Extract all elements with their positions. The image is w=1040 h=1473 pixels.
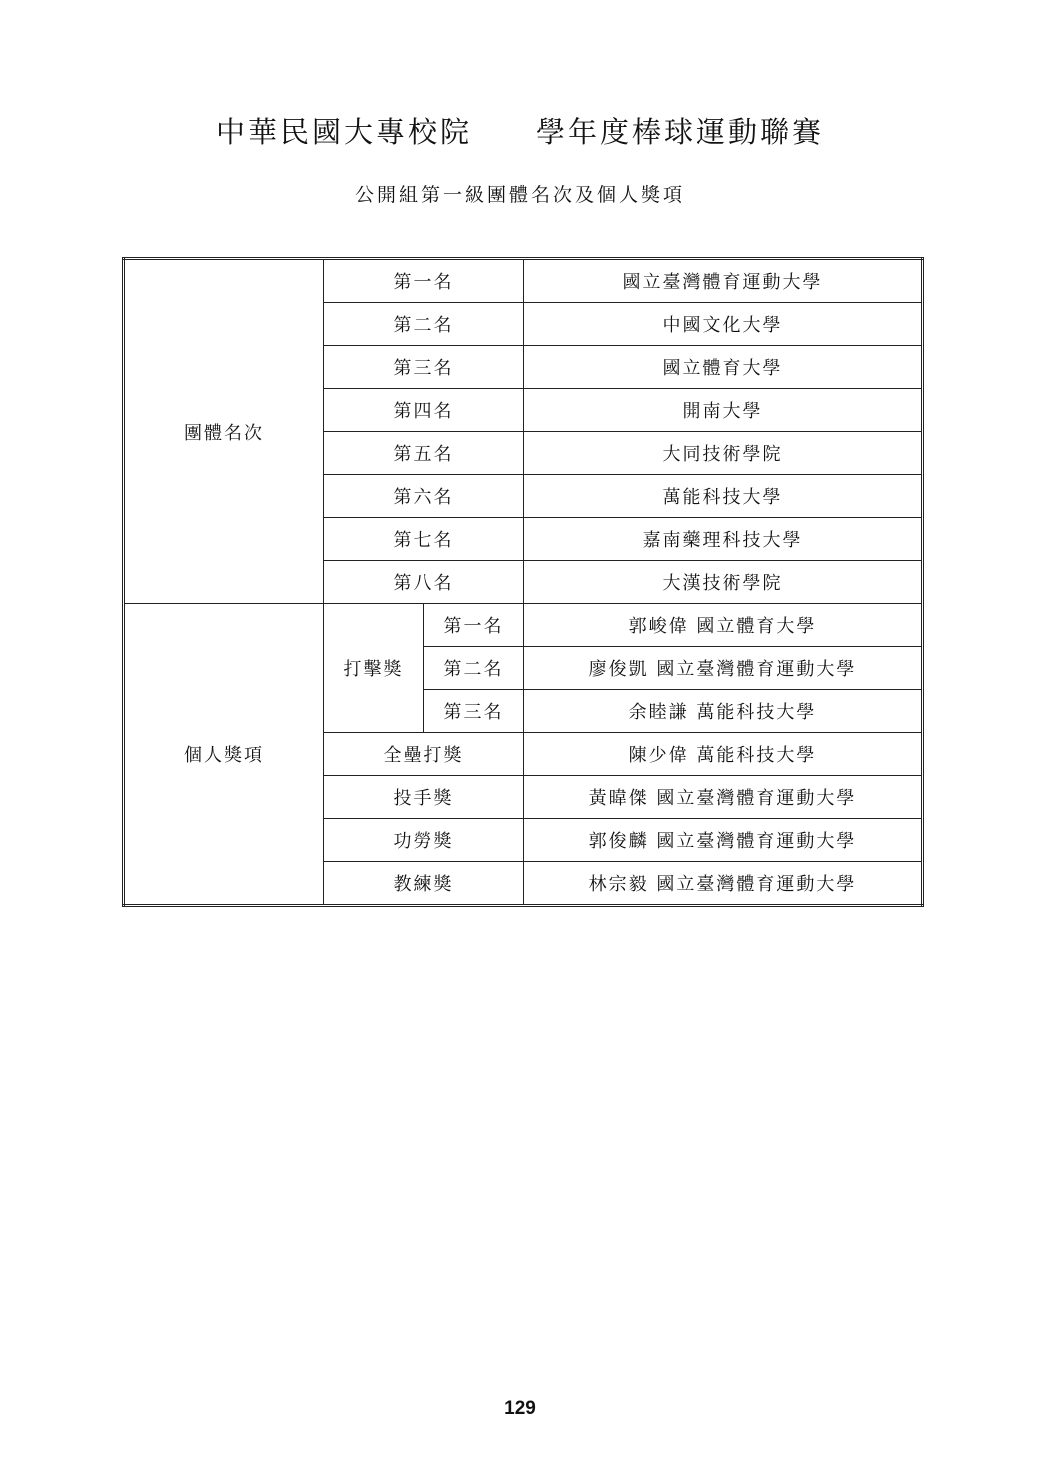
team-school: 嘉南藥理科技大學 — [524, 518, 923, 561]
team-school: 中國文化大學 — [524, 303, 923, 346]
batting-winner: 廖俊凱 國立臺灣體育運動大學 — [524, 647, 923, 690]
award-winner: 林宗毅 國立臺灣體育運動大學 — [524, 862, 923, 906]
document-title: 中華民國大專校院 學年度棒球運動聯賽 — [215, 115, 824, 149]
batting-award-label: 打擊獎 — [324, 604, 424, 733]
team-school: 國立臺灣體育運動大學 — [524, 259, 923, 303]
team-rank: 第六名 — [324, 475, 524, 518]
team-rank: 第三名 — [324, 346, 524, 389]
batting-rank: 第三名 — [424, 690, 524, 733]
team-rank: 第七名 — [324, 518, 524, 561]
team-school: 大同技術學院 — [524, 432, 923, 475]
table-row — [124, 604, 923, 647]
award-winner: 黃暐傑 國立臺灣體育運動大學 — [524, 776, 923, 819]
team-school: 國立體育大學 — [524, 346, 923, 389]
team-rank: 第一名 — [324, 259, 524, 303]
award-winner: 陳少偉 萬能科技大學 — [524, 733, 923, 776]
team-school: 萬能科技大學 — [524, 475, 923, 518]
awards-table — [122, 257, 924, 907]
team-school: 大漢技術學院 — [524, 561, 923, 604]
page-number: 129 — [504, 1398, 536, 1419]
team-school: 開南大學 — [524, 389, 923, 432]
batting-rank: 第二名 — [424, 647, 524, 690]
team-rank: 第四名 — [324, 389, 524, 432]
team-rank: 第五名 — [324, 432, 524, 475]
award-name: 功勞獎 — [324, 819, 524, 862]
team-rank: 第八名 — [324, 561, 524, 604]
document-subtitle: 公開組第一級團體名次及個人獎項 — [354, 184, 685, 206]
award-name: 全壘打獎 — [324, 733, 524, 776]
table-row — [124, 259, 923, 303]
award-name: 投手獎 — [324, 776, 524, 819]
batting-winner: 郭峻偉 國立體育大學 — [524, 604, 923, 647]
award-winner: 郭俊麟 國立臺灣體育運動大學 — [524, 819, 923, 862]
batting-rank: 第一名 — [424, 604, 524, 647]
team-rank: 第二名 — [324, 303, 524, 346]
individual-section-label: 個人獎項 — [124, 604, 324, 906]
team-section-label: 團體名次 — [124, 259, 324, 604]
award-name: 教練獎 — [324, 862, 524, 906]
batting-winner: 余睦謙 萬能科技大學 — [524, 690, 923, 733]
